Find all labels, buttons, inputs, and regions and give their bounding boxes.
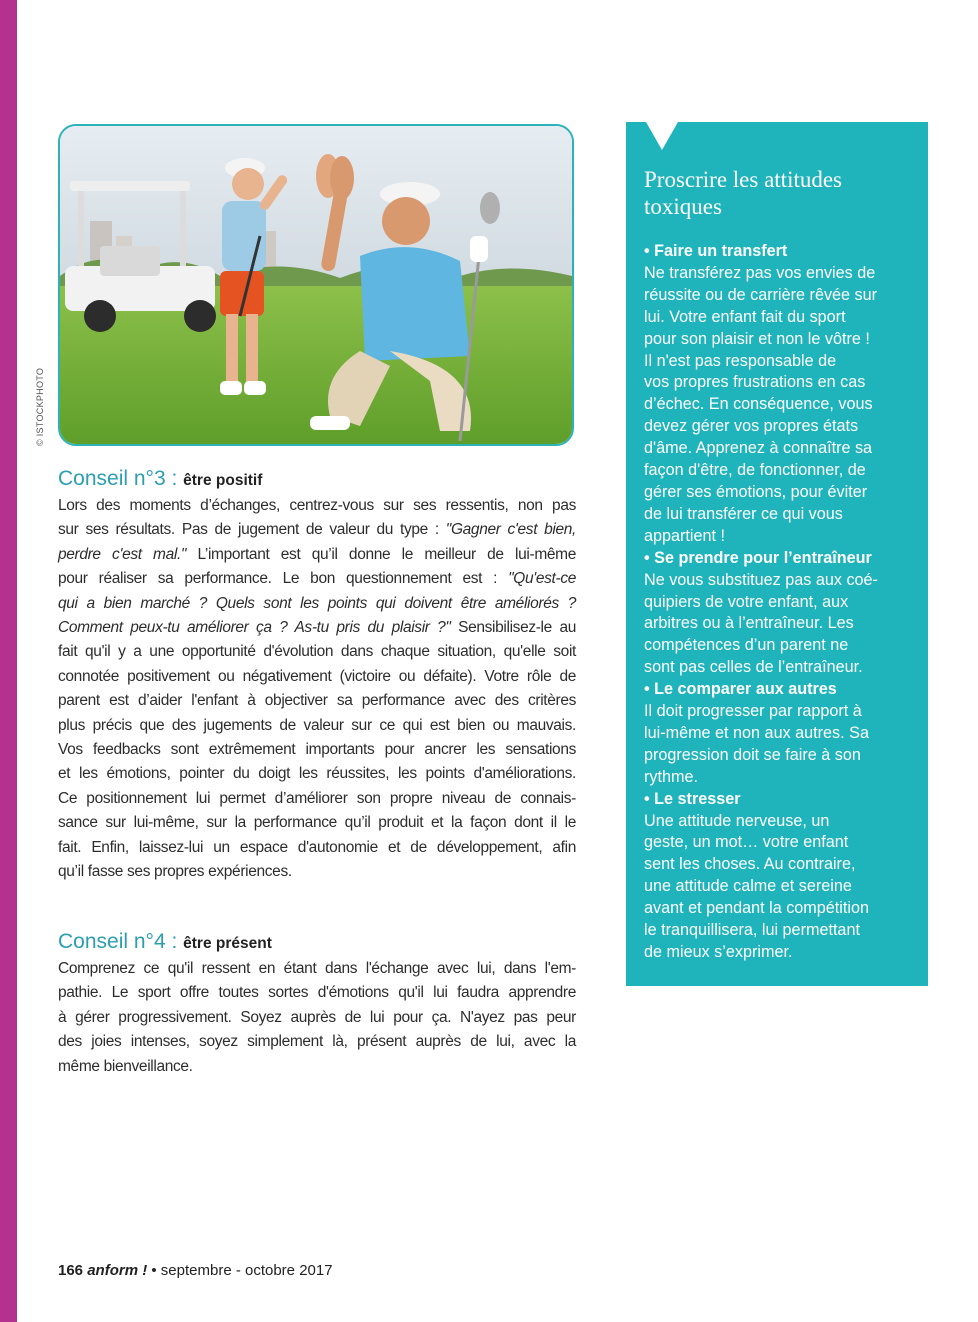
conseil-4-body [58,957,576,1079]
sidebar-line: sont pas celles de l’entraîneur. [644,658,863,677]
sidebar-line: sent les choses. Au contraire, [644,855,856,874]
body-line: Comment peux-tu améliorer ça ? As-tu pris du plaisir ?" Sensibilisez-le au [58,619,576,637]
sidebar-section-heading: • Faire un transfert [644,242,788,260]
sidebar-line: Une attitude nerveuse, un [644,811,830,830]
body-line: fait qu'il y a une opportunité d'évolution dans chaque situation, qu'elle soit [58,643,576,661]
body-line: Comprenez ce qu'il ressent en étant dans l'échange avec lui, dans l'em- [58,960,576,977]
body-line: perdre c'est mal." L’important est qu’il donne le meilleur de lui-même [58,545,576,563]
sidebar-line: lui. Votre enfant fait du sport [644,307,846,326]
sidebar-line: vos propres frustrations en cas [644,373,866,392]
conseil-3-heading [58,467,262,491]
sidebar-line: rythme. [644,767,698,786]
sidebar-line: avant et pendant la compétition [644,899,869,918]
toxic-attitudes-sidebar [626,122,928,986]
sidebar-line: une attitude calme et sereine [644,877,852,896]
sidebar-section-heading: • Le stresser [644,789,741,808]
conseil-4-subtitle: être présent [183,935,272,952]
conseil-4-heading [58,930,272,954]
sidebar-line: façon d'être, de fonctionner, de [644,461,866,480]
sidebar-line: Ne vous substituez pas aux coé- [644,570,878,589]
golf-photo [58,124,574,446]
body-line: à gérer progressivement. Soyez auprès de lui pour ça. N'ayez pas peur [58,1008,576,1026]
body-line: pathie. Le sport offre toutes sortes d'émotions qu'il lui faudra apprendre [58,984,576,1002]
conseil-3-separator: : [165,467,184,490]
sidebar-line: d’échec. En conséquence, vous [644,395,873,414]
sidebar-line: pour son plaisir et non le vôtre ! [644,329,870,348]
conseil-3-body [58,494,576,885]
sidebar-line: compétences d’un parent ne [644,636,849,655]
sidebar-section-heading: • Se prendre pour l’entraîneur [644,548,872,567]
magazine-brand: anform ! [87,1262,148,1279]
body-line: parent est d’aider l'enfant à objectiver sa performance avec des critères [58,692,576,710]
sidebar-line: le tranquillisera, lui permettant [644,921,860,940]
sidebar-list [644,241,920,964]
body-line: Ce positionnement lui permet d’améliorer son propre niveau de connais- [58,789,576,807]
sidebar-notch [646,122,678,150]
photo-credit: © ISTOCKPHOTO [35,367,45,446]
sidebar-line: réussite ou de carrière rêvée sur [644,285,878,304]
sidebar-line: devez gérer vos propres états [644,417,859,436]
body-line: fait. Enfin, laissez-lui un espace d'autonomie et de développement, afin [58,838,576,856]
body-line: Lors des moments d’échanges, centrez-vous sur ses ressentis, non pas [58,497,576,514]
page-footer [58,1262,333,1279]
body-line: plus précis que des jugements de valeur sur ce qui est bien ou mauvais. [58,716,576,734]
sidebar-line: quipiers de votre enfant, aux [644,592,849,611]
sidebar-line: Ne transférez pas vos envies de [644,263,876,282]
magenta-edge-bar [0,0,17,1322]
sidebar-section-heading: • Le comparer aux autres [644,680,837,699]
conseil-3-subtitle: être positif [183,472,263,489]
body-line: qu’il fasse ses propres expériences. [58,863,292,881]
body-line: des joies intenses, soyez simplement là, présent auprès de lui, avec la [58,1033,576,1051]
sidebar-line: arbitres ou à l’entraîneur. Les [644,614,854,633]
sidebar-line: Il doit progresser par rapport à [644,702,862,721]
body-line: sance sur lui-même, sur la performance qu’il produit et la façon dont il le [58,814,576,832]
sidebar-line: progression doit se faire à son [644,745,861,764]
sidebar-line: lui-même et non aux autres. Sa [644,723,869,742]
body-line: même bienveillance. [58,1057,193,1075]
sidebar-line: de mieux s’exprimer. [644,943,793,961]
sidebar-line: de lui transférer ce qui vous [644,504,843,523]
sidebar-line: geste, un mot… votre enfant [644,833,849,852]
sidebar-title: Proscrire les attitudes toxiques [644,167,843,219]
conseil-4-title: Conseil n°4 [58,930,166,953]
sidebar-line: d'âme. Apprenez à connaître sa [644,439,873,458]
body-line: qui a bien marché ? Quels sont les points qui doivent être améliorés ? [58,594,576,612]
issue-date: • septembre - octobre 2017 [147,1262,333,1279]
conseil-4-separator: : [165,930,184,953]
body-line: connotée positivement ou négativement (victoire ou défaite). Votre rôle de [58,667,576,685]
page-number: 166 [58,1262,84,1279]
body-line: sur ses résultats. Pas de jugement de valeur du type : "Gagner c'est bien, [58,521,576,539]
body-line: et les émotions, pointer du doigt les réussites, les points d'améliorations. [58,765,576,783]
sidebar-line: appartient ! [644,526,725,545]
body-line: Vos feedbacks sont extrêmement importants pour ancrer les sensations [58,741,576,759]
sidebar-line: Il n'est pas responsable de [644,351,837,370]
conseil-3-title: Conseil n°3 [58,467,166,490]
body-line: pour réaliser sa performance. Le bon questionnement est : "Qu'est-ce [58,570,576,588]
sidebar-line: gérer ses émotions, pour éviter [644,482,868,501]
